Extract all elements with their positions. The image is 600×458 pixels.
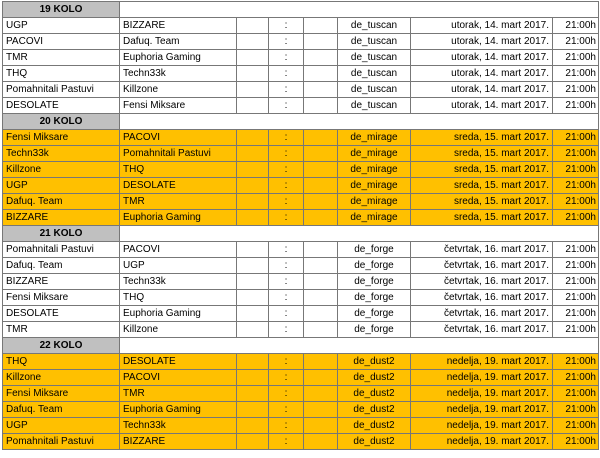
date-cell: četvrtak, 16. mart 2017. xyxy=(411,274,553,290)
home-team-cell: UGP xyxy=(3,18,120,34)
score-home-cell xyxy=(237,386,269,402)
home-team-cell: Fensi Miksare xyxy=(3,386,120,402)
time-cell: 21:00h xyxy=(553,418,599,434)
date-cell: četvrtak, 16. mart 2017. xyxy=(411,322,553,338)
home-team-cell: Dafuq. Team xyxy=(3,194,120,210)
round-header-row xyxy=(3,114,599,130)
date-cell: nedelja, 19. mart 2017. xyxy=(411,386,553,402)
date-cell: sreda, 15. mart 2017. xyxy=(411,178,553,194)
map-cell: de_mirage xyxy=(338,194,411,210)
score-away-cell xyxy=(304,50,338,66)
round-label: 20 KOLO xyxy=(3,114,120,130)
match-row xyxy=(3,98,599,114)
score-separator-cell: : xyxy=(269,242,304,258)
away-team-cell: Dafuq. Team xyxy=(120,34,237,50)
score-away-cell xyxy=(304,306,338,322)
score-home-cell xyxy=(237,402,269,418)
match-row xyxy=(3,322,599,338)
time-cell: 21:00h xyxy=(553,306,599,322)
match-row xyxy=(3,178,599,194)
score-home-cell xyxy=(237,34,269,50)
away-team-cell: PACOVI xyxy=(120,130,237,146)
score-home-cell xyxy=(237,322,269,338)
round-label: 19 KOLO xyxy=(3,2,120,18)
date-cell: utorak, 14. mart 2017. xyxy=(411,50,553,66)
score-away-cell xyxy=(304,66,338,82)
map-cell: de_dust2 xyxy=(338,418,411,434)
score-home-cell xyxy=(237,242,269,258)
round-header-spacer xyxy=(120,2,599,18)
time-cell: 21:00h xyxy=(553,82,599,98)
map-cell: de_mirage xyxy=(338,178,411,194)
away-team-cell: Euphoria Gaming xyxy=(120,210,237,226)
home-team-cell: DESOLATE xyxy=(3,98,120,114)
date-cell: utorak, 14. mart 2017. xyxy=(411,82,553,98)
map-cell: de_forge xyxy=(338,242,411,258)
score-home-cell xyxy=(237,66,269,82)
score-separator-cell: : xyxy=(269,130,304,146)
score-separator-cell: : xyxy=(269,98,304,114)
date-cell: utorak, 14. mart 2017. xyxy=(411,34,553,50)
match-row xyxy=(3,18,599,34)
time-cell: 21:00h xyxy=(553,98,599,114)
score-away-cell xyxy=(304,290,338,306)
date-cell: nedelja, 19. mart 2017. xyxy=(411,402,553,418)
time-cell: 21:00h xyxy=(553,402,599,418)
match-row xyxy=(3,66,599,82)
date-cell: četvrtak, 16. mart 2017. xyxy=(411,242,553,258)
match-row xyxy=(3,290,599,306)
score-separator-cell: : xyxy=(269,162,304,178)
away-team-cell: Killzone xyxy=(120,82,237,98)
home-team-cell: Pomahnitali Pastuvi xyxy=(3,242,120,258)
score-separator-cell: : xyxy=(269,386,304,402)
score-home-cell xyxy=(237,162,269,178)
match-row xyxy=(3,258,599,274)
home-team-cell: Pomahnitali Pastuvi xyxy=(3,82,120,98)
time-cell: 21:00h xyxy=(553,130,599,146)
time-cell: 21:00h xyxy=(553,194,599,210)
score-away-cell xyxy=(304,274,338,290)
score-home-cell xyxy=(237,82,269,98)
score-home-cell xyxy=(237,18,269,34)
score-away-cell xyxy=(304,370,338,386)
score-away-cell xyxy=(304,146,338,162)
map-cell: de_dust2 xyxy=(338,434,411,450)
score-separator-cell: : xyxy=(269,418,304,434)
match-row xyxy=(3,194,599,210)
score-separator-cell: : xyxy=(269,82,304,98)
away-team-cell: Killzone xyxy=(120,322,237,338)
time-cell: 21:00h xyxy=(553,18,599,34)
score-away-cell xyxy=(304,434,338,450)
match-row xyxy=(3,210,599,226)
score-away-cell xyxy=(304,386,338,402)
home-team-cell: BIZZARE xyxy=(3,274,120,290)
away-team-cell: TMR xyxy=(120,386,237,402)
score-home-cell xyxy=(237,98,269,114)
away-team-cell: Euphoria Gaming xyxy=(120,306,237,322)
map-cell: de_dust2 xyxy=(338,354,411,370)
score-away-cell xyxy=(304,418,338,434)
home-team-cell: THQ xyxy=(3,66,120,82)
score-separator-cell: : xyxy=(269,210,304,226)
score-away-cell xyxy=(304,322,338,338)
away-team-cell: TMR xyxy=(120,194,237,210)
away-team-cell: BIZZARE xyxy=(120,18,237,34)
home-team-cell: Dafuq. Team xyxy=(3,402,120,418)
home-team-cell: Pomahnitali Pastuvi xyxy=(3,434,120,450)
match-row xyxy=(3,82,599,98)
date-cell: sreda, 15. mart 2017. xyxy=(411,162,553,178)
round-label: 21 KOLO xyxy=(3,226,120,242)
time-cell: 21:00h xyxy=(553,34,599,50)
match-row xyxy=(3,306,599,322)
map-cell: de_forge xyxy=(338,322,411,338)
score-home-cell xyxy=(237,50,269,66)
map-cell: de_tuscan xyxy=(338,82,411,98)
time-cell: 21:00h xyxy=(553,354,599,370)
map-cell: de_forge xyxy=(338,258,411,274)
time-cell: 21:00h xyxy=(553,274,599,290)
round-header-spacer xyxy=(120,338,599,354)
match-row xyxy=(3,386,599,402)
score-away-cell xyxy=(304,258,338,274)
round-header-row xyxy=(3,338,599,354)
time-cell: 21:00h xyxy=(553,66,599,82)
time-cell: 21:00h xyxy=(553,258,599,274)
score-home-cell xyxy=(237,290,269,306)
score-home-cell xyxy=(237,370,269,386)
score-separator-cell: : xyxy=(269,66,304,82)
home-team-cell: PACOVI xyxy=(3,34,120,50)
score-separator-cell: : xyxy=(269,402,304,418)
time-cell: 21:00h xyxy=(553,50,599,66)
score-home-cell xyxy=(237,418,269,434)
map-cell: de_forge xyxy=(338,274,411,290)
date-cell: utorak, 14. mart 2017. xyxy=(411,18,553,34)
match-row xyxy=(3,50,599,66)
score-separator-cell: : xyxy=(269,434,304,450)
away-team-cell: Euphoria Gaming xyxy=(120,50,237,66)
score-away-cell xyxy=(304,210,338,226)
match-row xyxy=(3,434,599,450)
home-team-cell: UGP xyxy=(3,178,120,194)
score-home-cell xyxy=(237,306,269,322)
score-separator-cell: : xyxy=(269,322,304,338)
score-home-cell xyxy=(237,258,269,274)
score-separator-cell: : xyxy=(269,18,304,34)
score-separator-cell: : xyxy=(269,290,304,306)
score-separator-cell: : xyxy=(269,194,304,210)
date-cell: četvrtak, 16. mart 2017. xyxy=(411,258,553,274)
home-team-cell: Killzone xyxy=(3,162,120,178)
schedule-body xyxy=(3,2,599,450)
score-away-cell xyxy=(304,178,338,194)
score-separator-cell: : xyxy=(269,306,304,322)
score-home-cell xyxy=(237,178,269,194)
map-cell: de_dust2 xyxy=(338,402,411,418)
away-team-cell: Techn33k xyxy=(120,418,237,434)
away-team-cell: PACOVI xyxy=(120,370,237,386)
away-team-cell: Pomahnitali Pastuvi xyxy=(120,146,237,162)
home-team-cell: BIZZARE xyxy=(3,210,120,226)
score-home-cell xyxy=(237,130,269,146)
away-team-cell: THQ xyxy=(120,290,237,306)
home-team-cell: DESOLATE xyxy=(3,306,120,322)
time-cell: 21:00h xyxy=(553,290,599,306)
score-separator-cell: : xyxy=(269,370,304,386)
time-cell: 21:00h xyxy=(553,210,599,226)
time-cell: 21:00h xyxy=(553,178,599,194)
home-team-cell: Fensi Miksare xyxy=(3,130,120,146)
score-separator-cell: : xyxy=(269,274,304,290)
score-home-cell xyxy=(237,434,269,450)
away-team-cell: DESOLATE xyxy=(120,354,237,370)
map-cell: de_forge xyxy=(338,306,411,322)
time-cell: 21:00h xyxy=(553,370,599,386)
away-team-cell: Techn33k xyxy=(120,274,237,290)
match-row xyxy=(3,402,599,418)
score-away-cell xyxy=(304,354,338,370)
map-cell: de_tuscan xyxy=(338,18,411,34)
score-away-cell xyxy=(304,130,338,146)
score-separator-cell: : xyxy=(269,34,304,50)
match-row xyxy=(3,34,599,50)
score-away-cell xyxy=(304,162,338,178)
map-cell: de_dust2 xyxy=(338,386,411,402)
away-team-cell: THQ xyxy=(120,162,237,178)
score-separator-cell: : xyxy=(269,354,304,370)
score-home-cell xyxy=(237,210,269,226)
date-cell: sreda, 15. mart 2017. xyxy=(411,130,553,146)
match-row xyxy=(3,130,599,146)
date-cell: nedelja, 19. mart 2017. xyxy=(411,434,553,450)
score-separator-cell: : xyxy=(269,258,304,274)
home-team-cell: Fensi Miksare xyxy=(3,290,120,306)
score-home-cell xyxy=(237,354,269,370)
time-cell: 21:00h xyxy=(553,242,599,258)
match-row xyxy=(3,354,599,370)
score-away-cell xyxy=(304,82,338,98)
home-team-cell: TMR xyxy=(3,322,120,338)
date-cell: sreda, 15. mart 2017. xyxy=(411,194,553,210)
date-cell: sreda, 15. mart 2017. xyxy=(411,210,553,226)
time-cell: 21:00h xyxy=(553,322,599,338)
match-row xyxy=(3,146,599,162)
match-row xyxy=(3,242,599,258)
date-cell: četvrtak, 16. mart 2017. xyxy=(411,290,553,306)
score-away-cell xyxy=(304,18,338,34)
match-row xyxy=(3,418,599,434)
map-cell: de_dust2 xyxy=(338,370,411,386)
round-header-spacer xyxy=(120,114,599,130)
away-team-cell: Fensi Miksare xyxy=(120,98,237,114)
round-header-spacer xyxy=(120,226,599,242)
home-team-cell: Killzone xyxy=(3,370,120,386)
home-team-cell: Techn33k xyxy=(3,146,120,162)
score-away-cell xyxy=(304,242,338,258)
match-row xyxy=(3,162,599,178)
map-cell: de_tuscan xyxy=(338,50,411,66)
score-away-cell xyxy=(304,194,338,210)
score-away-cell xyxy=(304,98,338,114)
score-separator-cell: : xyxy=(269,50,304,66)
score-away-cell xyxy=(304,34,338,50)
map-cell: de_tuscan xyxy=(338,34,411,50)
date-cell: sreda, 15. mart 2017. xyxy=(411,146,553,162)
score-separator-cell: : xyxy=(269,178,304,194)
round-label: 22 KOLO xyxy=(3,338,120,354)
map-cell: de_mirage xyxy=(338,130,411,146)
map-cell: de_tuscan xyxy=(338,66,411,82)
away-team-cell: PACOVI xyxy=(120,242,237,258)
round-header-row xyxy=(3,2,599,18)
home-team-cell: Dafuq. Team xyxy=(3,258,120,274)
away-team-cell: BIZZARE xyxy=(120,434,237,450)
away-team-cell: Techn33k xyxy=(120,66,237,82)
date-cell: nedelja, 19. mart 2017. xyxy=(411,354,553,370)
score-away-cell xyxy=(304,402,338,418)
away-team-cell: DESOLATE xyxy=(120,178,237,194)
map-cell: de_forge xyxy=(338,290,411,306)
time-cell: 21:00h xyxy=(553,162,599,178)
match-row xyxy=(3,274,599,290)
away-team-cell: UGP xyxy=(120,258,237,274)
score-home-cell xyxy=(237,274,269,290)
home-team-cell: UGP xyxy=(3,418,120,434)
map-cell: de_mirage xyxy=(338,146,411,162)
map-cell: de_mirage xyxy=(338,210,411,226)
map-cell: de_mirage xyxy=(338,162,411,178)
time-cell: 21:00h xyxy=(553,386,599,402)
schedule-table xyxy=(2,1,599,450)
date-cell: utorak, 14. mart 2017. xyxy=(411,98,553,114)
time-cell: 21:00h xyxy=(553,434,599,450)
home-team-cell: TMR xyxy=(3,50,120,66)
home-team-cell: THQ xyxy=(3,354,120,370)
score-home-cell xyxy=(237,146,269,162)
date-cell: nedelja, 19. mart 2017. xyxy=(411,418,553,434)
score-separator-cell: : xyxy=(269,146,304,162)
time-cell: 21:00h xyxy=(553,146,599,162)
date-cell: četvrtak, 16. mart 2017. xyxy=(411,306,553,322)
match-row xyxy=(3,370,599,386)
round-header-row xyxy=(3,226,599,242)
date-cell: nedelja, 19. mart 2017. xyxy=(411,370,553,386)
date-cell: utorak, 14. mart 2017. xyxy=(411,66,553,82)
away-team-cell: Euphoria Gaming xyxy=(120,402,237,418)
score-home-cell xyxy=(237,194,269,210)
map-cell: de_tuscan xyxy=(338,98,411,114)
